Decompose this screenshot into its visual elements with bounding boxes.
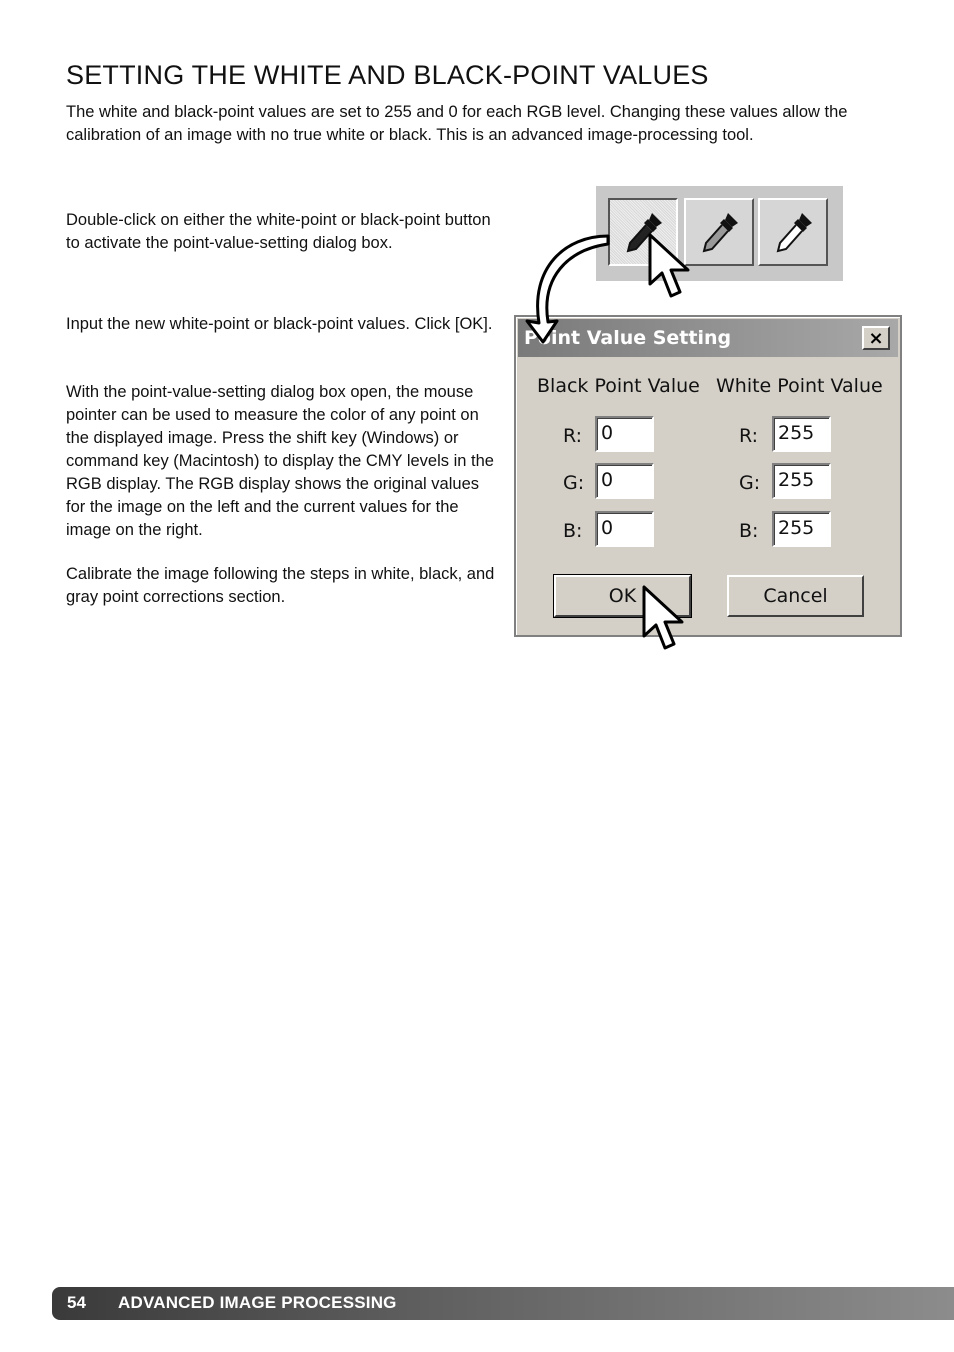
ok-button[interactable]: OK (554, 575, 691, 617)
gray-point-button[interactable] (684, 198, 754, 266)
page-footer (52, 1287, 954, 1320)
white-g-input[interactable]: 255 (772, 463, 831, 499)
black-r-label: R: (563, 425, 583, 447)
curved-arrow-icon (505, 228, 615, 348)
mouse-pointer-icon (646, 232, 694, 304)
close-button[interactable]: × (862, 326, 890, 350)
point-value-dialog (514, 315, 902, 637)
white-r-label: R: (739, 425, 759, 447)
white-r-input[interactable]: 255 (772, 416, 831, 452)
intro-paragraph: The white and black-point values are set to 255 and 0 for each RGB level. Changing these values allow the calibration of an image with no true white or black. This is an advanced image-processing tool. (66, 103, 848, 144)
dialog-title: Point Value Setting (524, 327, 732, 349)
cancel-button[interactable]: Cancel (727, 575, 864, 617)
white-b-label: B: (739, 520, 759, 542)
white-b-input[interactable]: 255 (772, 511, 831, 547)
white-point-header: White Point Value (716, 375, 883, 397)
instruction-paragraph: Calibrate the image following the steps in white, black, and gray point corrections section. (66, 565, 495, 606)
eyedropper-icon (772, 210, 816, 256)
white-point-button[interactable] (758, 198, 828, 266)
instruction-paragraph: Input the new white-point or black-point values. Click [OK]. (66, 315, 493, 333)
black-point-header: Black Point Value (537, 375, 700, 397)
black-b-input[interactable]: 0 (595, 511, 654, 547)
eyedropper-icon (698, 210, 742, 256)
instruction-paragraph: Double-click on either the white-point or black-point button to activate the point-value-setting dialog box. (66, 211, 491, 252)
black-g-label: G: (563, 472, 585, 494)
black-r-input[interactable]: 0 (595, 416, 654, 452)
mouse-pointer-icon (640, 584, 690, 656)
eyedropper-toolbar (596, 186, 843, 281)
page-title: SETTING THE WHITE AND BLACK-POINT VALUES (66, 60, 709, 90)
black-b-label: B: (563, 520, 583, 542)
instruction-paragraph: With the point-value-setting dialog box open, the mouse pointer can be used to measure the color of any point on the displayed image. Press the shift key (Windows) or command key (Macintosh) to display the CMY levels in the RGB display. The RGB display shows the original values for the image on the left and the current values for the image on the right. (66, 383, 494, 539)
white-g-label: G: (739, 472, 761, 494)
black-g-input[interactable]: 0 (595, 463, 654, 499)
page-number: 54 (67, 1293, 86, 1312)
section-title: ADVANCED IMAGE PROCESSING (118, 1293, 397, 1312)
